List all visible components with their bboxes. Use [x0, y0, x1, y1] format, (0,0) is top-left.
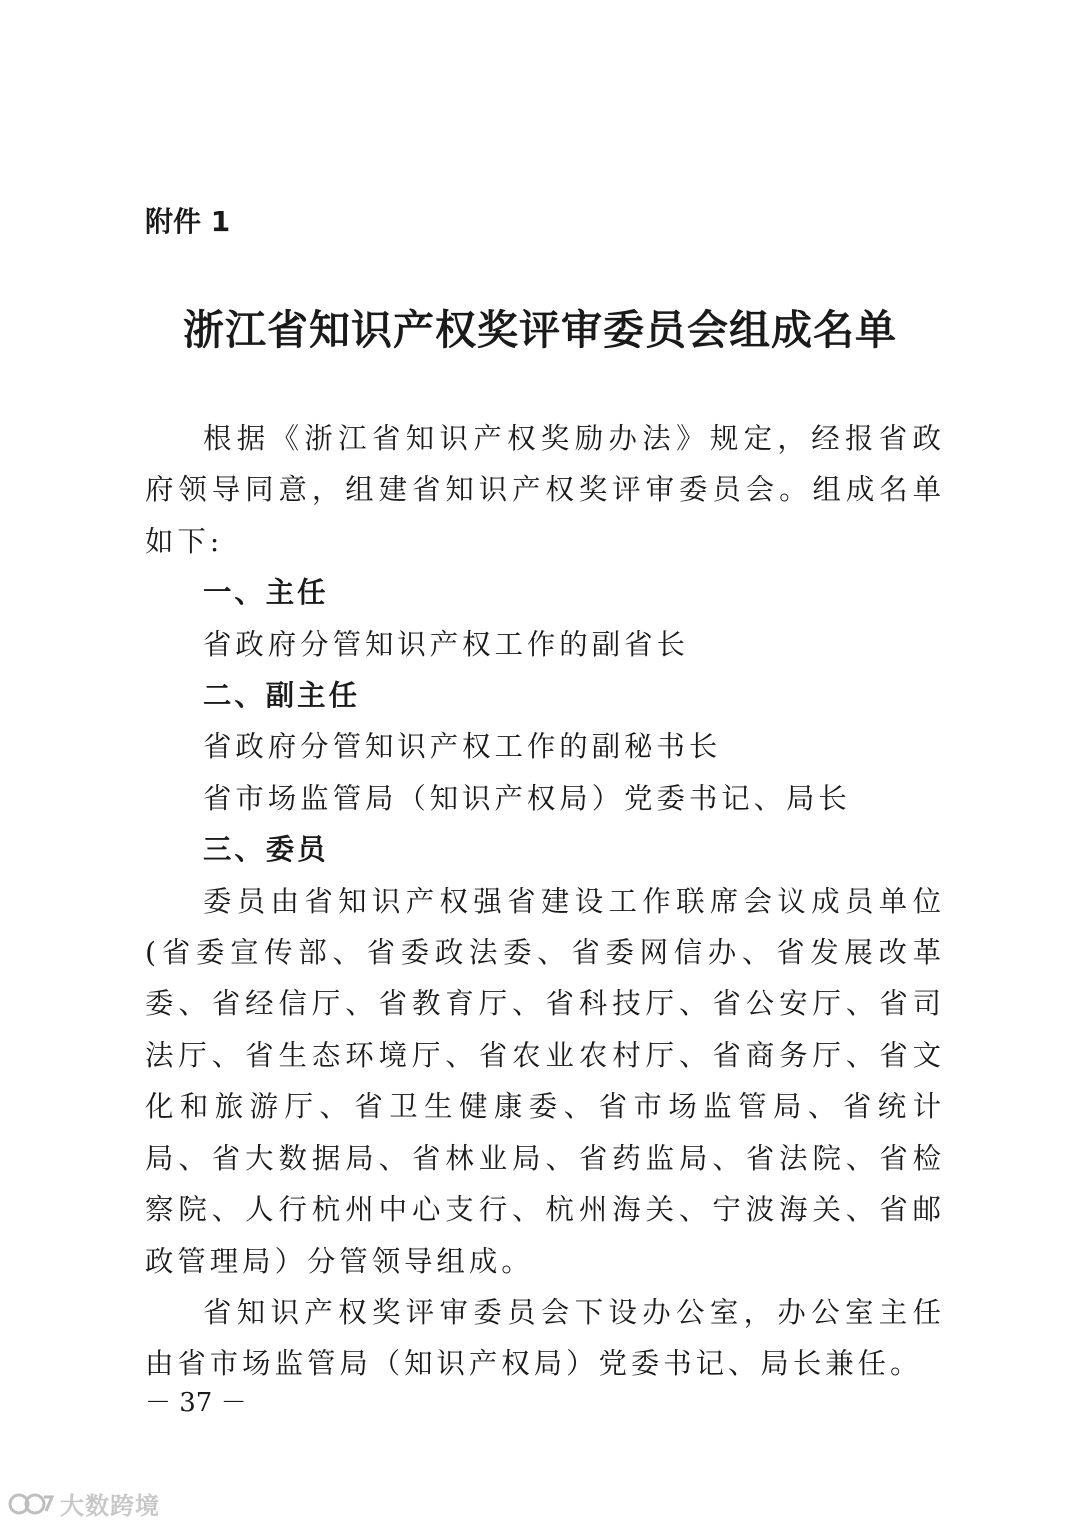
watermark-logo-icon [8, 1491, 54, 1517]
intro-paragraph: 根据《浙江省知识产权奖励办法》规定，经报省政府领导同意，组建省知识产权奖评审委员会。组成名单如下: [145, 422, 945, 558]
members-paragraph: 委员由省知识产权强省建设工作联席会议成员单位(省委宣传部、省委政法委、省委网信办、省发展改革委、省经信厅、省教育厅、省科技厅、省公安厅、省司法厅、省生态环境厅、省农业农村厅、省商务厅、省文化和旅游厅、省卫生健康委、省市场监管局、省统计局、省大数据局、省林业局、省药监局、省法院、省检察院、人行杭州中心支行、杭州海关、宁波海关、省邮政管理局）分管领导组成。 [145, 884, 945, 1278]
page-number: － 37 － [145, 1388, 247, 1418]
closing-paragraph: 省知识产权奖评审委员会下设办公室，办公室主任由省市场监管局（知识产权局）党委书记、局长兼任。 [145, 1295, 945, 1381]
document-title: 浙江省知识产权奖评审委员会组成名单 [183, 306, 897, 354]
deputy-director-item: 省政府分管知识产权工作的副秘书长 [203, 730, 722, 764]
section-heading-deputy-director: 二、副主任 [203, 679, 360, 713]
watermark-text: 大数跨境 [60, 1492, 160, 1520]
director-item: 省政府分管知识产权工作的副省长 [203, 627, 689, 661]
deputy-director-item: 省市场监管局（知识产权局）党委书记、局长 [203, 781, 851, 815]
watermark [8, 1486, 160, 1521]
attachment-label: 附件 1 [145, 205, 231, 238]
section-heading-director: 一、主任 [203, 576, 329, 610]
section-heading-members: 三、委员 [203, 833, 329, 867]
document-body [145, 413, 945, 1390]
